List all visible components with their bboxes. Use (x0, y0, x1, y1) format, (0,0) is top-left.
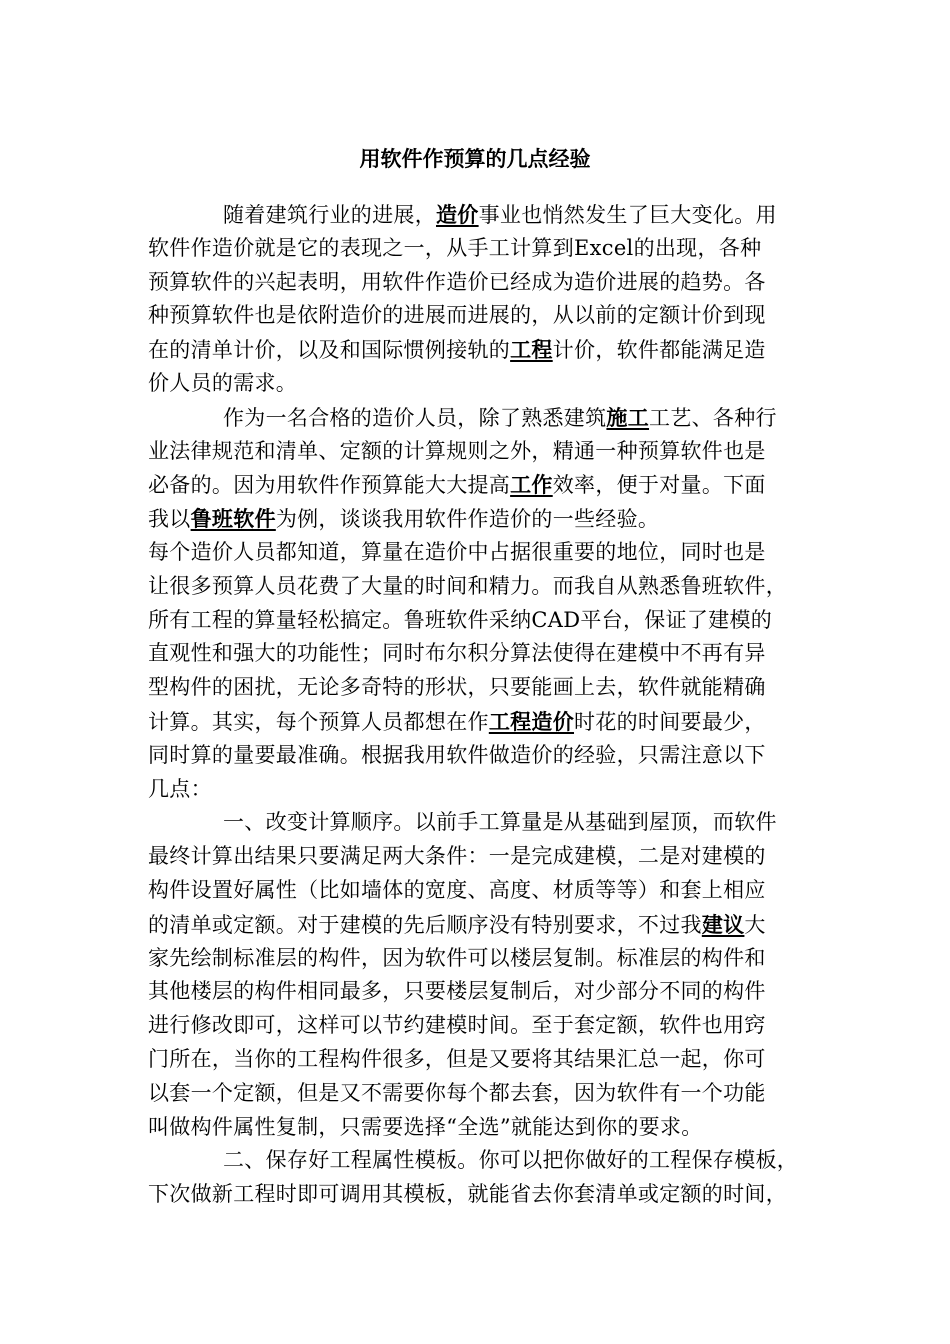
text-segment: 下次做新工程时即可调用其模板，就能省去你套清单或定额的时间， (148, 1182, 787, 1207)
text-line (148, 671, 812, 705)
text-line (148, 299, 812, 333)
text-segment: 预算软件的兴起表明，用软件作造价已经成为造价进展的趋势。各 (148, 269, 766, 294)
text-segment: 业法律规范和清单、定额的计算规则之外，精通一种预算软件也是 (148, 438, 766, 463)
text-line (148, 570, 812, 604)
text-line (148, 1077, 812, 1111)
text-line (148, 198, 812, 232)
text-line (148, 705, 812, 739)
text-segment: 型构件的困扰，无论多奇特的形状，只要能画上去，软件就能精确 (148, 675, 766, 700)
text-segment: 以套一个定额，但是又不需要你每个都去套，因为软件有一个功能 (148, 1080, 766, 1105)
text-segment: 最终计算出结果只要满足两大条件：一是完成建模，二是对建模的 (148, 844, 766, 869)
keyword-link[interactable]: 工程造价 (488, 708, 575, 734)
text-segment: 必备的。因为用软件作预算能大大提高 (148, 473, 511, 498)
text-line (148, 536, 812, 570)
text-line (148, 468, 812, 502)
text-segment: 为例，谈谈我用软件作造价的一些经验。 (275, 507, 660, 532)
text-segment: 事业也悄然发生了巨大变化。用 (478, 203, 777, 227)
text-line (148, 942, 812, 976)
text-segment: 效率，便于对量。下面 (552, 473, 766, 498)
text-line (148, 773, 812, 807)
text-segment: 软件作造价就是它的表现之一，从手工计算到Excel的出现，各种 (148, 235, 762, 260)
text-segment: 叫做构件属性复制，只需要选择“全选”就能达到你的要求。 (148, 1114, 703, 1139)
text-segment: 几点： (148, 776, 212, 801)
text-segment: 工艺、各种行 (649, 405, 777, 430)
text-segment: 门所在，当你的工程构件很多，但是又要将其结果汇总一起，你可 (148, 1046, 766, 1071)
text-line (148, 739, 812, 773)
text-line (148, 840, 812, 874)
text-line (148, 1111, 812, 1145)
document-body (148, 198, 812, 1212)
text-segment: 构件设置好属性（比如墙体的宽度、高度、材质等等）和套上相应 (148, 877, 766, 902)
text-segment: 一、改变计算顺序。以前手工算量是从基础到屋顶，而软件 (223, 810, 777, 835)
keyword-link[interactable]: 工作 (510, 472, 553, 498)
text-line (148, 232, 812, 266)
text-segment: 所有工程的算量轻松搞定。鲁班软件采纳CAD平台，保证了建模的 (148, 607, 773, 632)
text-segment: 计价，软件都能满足造 (552, 338, 766, 363)
text-segment: 我以 (148, 507, 191, 532)
text-segment: 时花的时间要最少， (574, 709, 766, 734)
text-line (148, 604, 812, 638)
text-segment: 家先绘制标准层的构件，因为软件可以楼层复制。标准层的构件和 (148, 945, 766, 970)
text-segment: 种预算软件也是依附造价的进展而进展的，从以前的定额计价到现 (148, 303, 766, 328)
text-segment: 随着建筑行业的进展， (223, 203, 436, 227)
text-line (148, 806, 812, 840)
text-segment: 其他楼层的构件相同最多，只要楼层复制后，对少部分不同的构件 (148, 979, 766, 1004)
text-segment: 在的清单计价，以及和国际惯例接轨的 (148, 338, 511, 363)
text-line (148, 333, 812, 367)
text-segment: 同时算的量要最准确。根据我用软件做造价的经验，只需注意以下 (148, 742, 766, 767)
text-segment: 进行修改即可，这样可以节约建模时间。至于套定额，软件也用窍 (148, 1013, 766, 1038)
text-line (148, 908, 812, 942)
text-line (148, 1043, 812, 1077)
text-segment: 计算。其实，每个预算人员都想在作 (148, 709, 489, 734)
document-title: 用软件作预算的几点经验 (359, 146, 591, 171)
text-line (148, 874, 812, 908)
text-segment: 二、保存好工程属性模板。你可以把你做好的工程保存模板， (223, 1148, 799, 1173)
text-line (148, 266, 812, 300)
text-line (148, 975, 812, 1009)
text-segment: 价人员的需求。 (148, 370, 298, 395)
text-line (148, 502, 812, 536)
keyword-link[interactable]: 鲁班软件 (190, 506, 276, 532)
text-line (148, 1009, 812, 1043)
text-segment: 让很多预算人员花费了大量的时间和精力。而我自从熟悉鲁班软件， (148, 573, 787, 598)
text-segment: 直观性和强大的功能性；同时布尔积分算法使得在建模中不再有异 (148, 641, 766, 666)
text-segment: 每个造价人员都知道，算量在造价中占据很重要的地位，同时也是 (148, 539, 766, 564)
text-line (148, 637, 812, 671)
text-line (148, 367, 812, 401)
text-line (148, 1178, 812, 1212)
text-line (148, 435, 812, 469)
text-line (148, 1144, 812, 1178)
keyword-link[interactable]: 施工 (606, 404, 650, 430)
text-segment: 作为一名合格的造价人员，除了熟悉建筑 (223, 405, 607, 430)
text-segment: 的清单或定额。对于建模的先后顺序没有特别要求，不过我 (148, 912, 702, 937)
text-line (148, 401, 812, 435)
text-segment: 大 (744, 912, 766, 937)
keyword-link[interactable]: 造价 (436, 202, 479, 227)
keyword-link[interactable]: 工程 (510, 337, 553, 363)
keyword-link[interactable]: 建议 (701, 911, 745, 937)
